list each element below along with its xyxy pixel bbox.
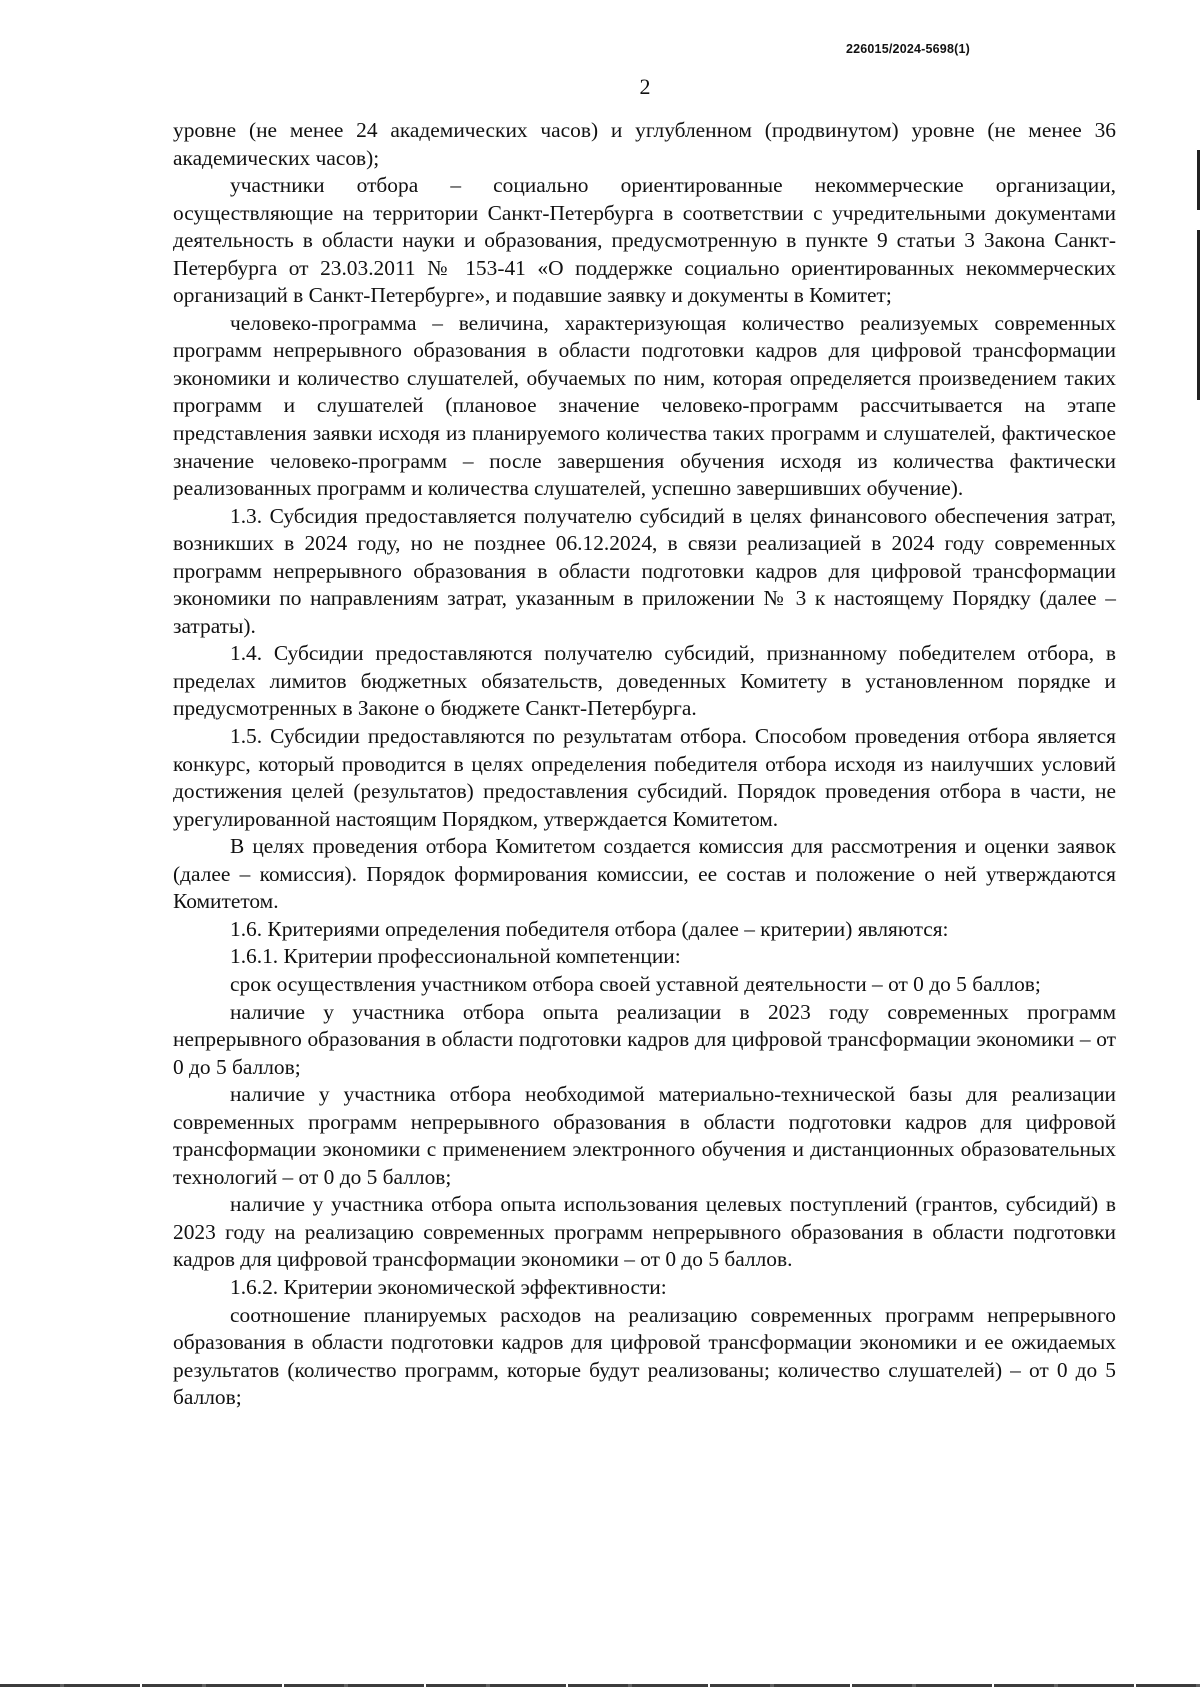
page-number: 2 bbox=[639, 74, 651, 99]
paragraph: наличие у участника отбора опыта использования целевых поступлений (грантов, субсидий) в 2023 году на реализацию современных программ непрерывного образования в области подготовки кадров для цифровой трансформации экономики – от 0 до 5 баллов. bbox=[173, 1192, 1116, 1272]
document-body bbox=[173, 117, 1116, 1412]
paragraph: наличие у участника отбора необходимой материально-технической базы для реализации современных программ непрерывного образования в области подготовки кадров для цифровой трансформации экономики с применением электронного обучения и дистанционных образовательных технологий – от 0 до 5 баллов; bbox=[173, 1082, 1116, 1189]
paragraph: 1.6. Критериями определения победителя отбора (далее – критерии) являются: bbox=[230, 916, 949, 941]
paragraph: уровне (не менее 24 академических часов) и углубленном (продвинутом) уровне (не менее 36 академических часов); bbox=[173, 118, 1116, 170]
paragraph: соотношение планируемых расходов на реализацию современных программ непрерывного образования в области подготовки кадров для цифровой трансформации экономики и ее ожидаемых результатов (количество программ, которые будут реализованы; количество слушателей) – от 0 до 5 баллов; bbox=[173, 1302, 1116, 1410]
scan-bottom-edge bbox=[0, 1684, 1200, 1687]
paragraph: 1.6.1. Критерии профессиональной компетенции: bbox=[230, 944, 681, 969]
paragraph: 1.6.2. Критерии экономической эффективности: bbox=[230, 1274, 667, 1299]
paragraph: участники отбора – социально ориентированные некоммерческие организации, осуществляющие на территории Санкт-Петербурга в соответствии с учредительными документами деятельность в области науки и образования, предусмотренную в пункте 9 статьи 3 Закона Санкт-Петербурга от 23.03.2011 № 153-41 «О поддержке социально ориентированных некоммерческих организаций в Санкт-Петербурге», и подавшие заявку и документы в Комитет; bbox=[173, 173, 1116, 308]
paragraph: В целях проведения отбора Комитетом создается комиссия для рассмотрения и оценки заявок (далее – комиссия). Порядок формирования комиссии, ее состав и положение о ней утверждаются Комитетом. bbox=[173, 834, 1116, 914]
paragraph: 1.5. Субсидии предоставляются по результатам отбора. Способом проведения отбора является конкурс, который проводится в целях определения победителя отбора исходя из наилучших условий достижения целей (результатов) предоставления субсидий. Порядок проведения отбора в части, не урегулированной настоящим Порядком, утверждается Комитетом. bbox=[173, 724, 1116, 831]
paragraph: 1.3. Субсидия предоставляется получателю субсидий в целях финансового обеспечения затрат, возникших в 2024 году, но не позднее 06.12.2024, в связи реализацией в 2024 году современных программ непрерывного образования в области подготовки кадров для цифровой трансформации экономики по направлениям затрат, указанным в приложении № 3 к настоящему Порядку (далее – затраты). bbox=[173, 503, 1116, 638]
paragraph: 1.4. Субсидии предоставляются получателю субсидий, признанному победителем отбора, в пределах лимитов бюджетных обязательств, доведенных Комитету в установленном порядке и предусмотренных в Законе о бюджете Санкт-Петербурга. bbox=[173, 641, 1116, 721]
paragraph: наличие у участника отбора опыта реализации в 2023 году современных программ непрерывного образования в области подготовки кадров для цифровой трансформации экономики – от 0 до 5 баллов; bbox=[173, 999, 1116, 1079]
registration-code: 226015/2024-5698(1) bbox=[845, 42, 970, 56]
paragraph: человеко-программа – величина, характеризующая количество реализуемых современных программ непрерывного образования в области подготовки кадров для цифровой трансформации экономики и количество слушателей, обучаемых по ним, которая определяется произведением таких программ и слушателей (плановое значение человеко-программ рассчитывается на этапе представления заявки исходя из планируемого количества таких программ и слушателей, фактическое значение человеко-программ – после завершения обучения исходя из количества фактически реализованных программ и количества слушателей, успешно завершивших обучение). bbox=[173, 310, 1116, 501]
paragraph: срок осуществления участником отбора своей уставной деятельности – от 0 до 5 баллов; bbox=[230, 971, 1041, 996]
